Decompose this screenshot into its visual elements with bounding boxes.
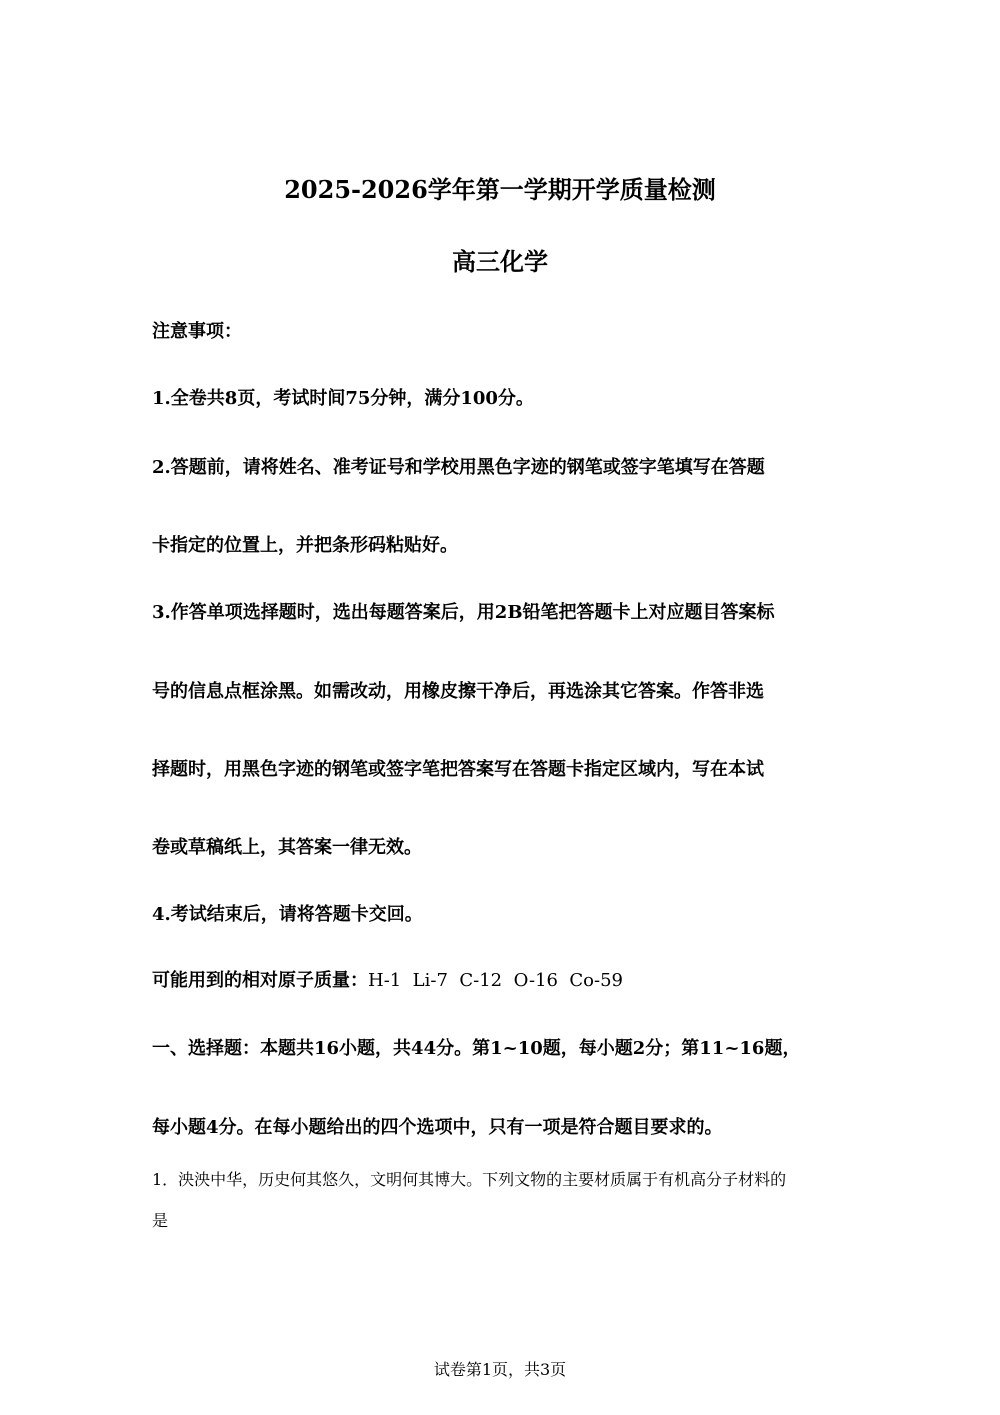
notice-item-3-line-2: 号的信息点框涂黑。如需改动，用橡皮擦干净后，再选涂其它答案。作答非选 (152, 681, 764, 702)
question-1-line-1: 1．泱泱中华，历史何其悠久，文明何其博大。下列文物的主要材质属于有机高分子材料的 (152, 1170, 787, 1189)
notice-heading: 注意事项： (152, 321, 242, 342)
section-1-instructions-line-2: 每小题4分。在每小题给出的四个选项中，只有一项是符合题目要求的。 (152, 1117, 723, 1138)
atomic-mass-line (152, 966, 623, 992)
notice-item-3-line-4: 卷或草稿纸上，其答案一律无效。 (152, 837, 422, 858)
atomic-mass-label: 可能用到的相对原子质量： (152, 970, 368, 991)
page-title: 2025-2026学年第一学期开学质量检测 (284, 175, 716, 204)
subject-title: 高三化学 (452, 247, 548, 276)
question-1-line-2: 是 (152, 1211, 169, 1230)
notice-item-2-line-1: 2.答题前，请将姓名、准考证号和学校用黑色字迹的钢笔或签字笔填写在答题 (152, 457, 765, 478)
notice-item-4: 4.考试结束后，请将答题卡交回。 (152, 904, 423, 925)
notice-item-3-line-1: 3.作答单项选择题时，选出每题答案后，用2B铅笔把答题卡上对应题目答案标 (152, 602, 775, 623)
notice-item-1: 1.全卷共8页，考试时间75分钟，满分100分。 (152, 388, 534, 409)
page-footer: 试卷第1页，共3页 (433, 1360, 567, 1379)
notice-item-2-line-2: 卡指定的位置上，并把条形码粘贴好。 (152, 535, 458, 556)
atomic-mass-values: H-1 Li-7 C-12 O-16 Co-59 (368, 970, 624, 991)
notice-item-3-line-3: 择题时，用黑色字迹的钢笔或签字笔把答案写在答题卡指定区域内，写在本试 (152, 759, 764, 780)
section-1-instructions-line-1: 一、选择题：本题共16小题，共44分。第1~10题，每小题2分；第11~16题， (152, 1038, 801, 1059)
